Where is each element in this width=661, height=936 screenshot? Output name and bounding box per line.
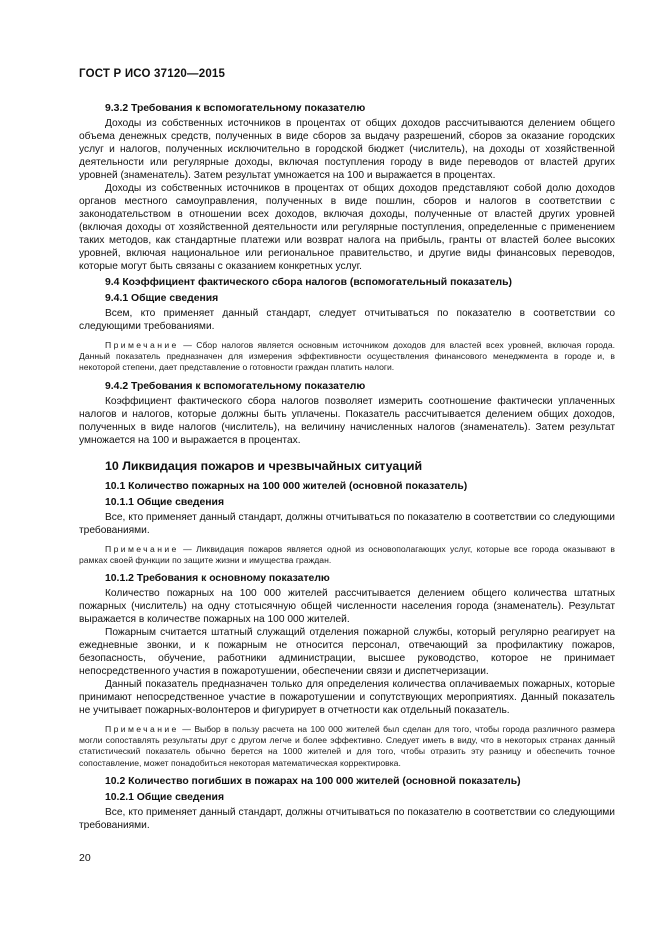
heading-9-4-1: 9.4.1 Общие сведения <box>105 293 219 304</box>
paragraph-10-1-2-a: Количество пожарных на 100 000 жителей рассчитывается делением общего количества штатных пожарных (числитель) на одну стотысячную общей численности населения города (знаменатель). Результат выражается в количестве пожарных на 100 000 жителей. <box>79 588 615 626</box>
paragraph-10-1-2-c: Данный показатель предназначен только для определения количества оплачиваемых пожарных, которые принимают непосредственное участие в пожаротушении и сопутствующих мероприятиях. Данный показатель не учитывает пожарных-волонтеров и фигурирует в отчетности как отдельный показатель. <box>79 679 615 717</box>
heading-10-1-2: 10.1.2 Требования к основному показателю <box>105 573 330 585</box>
note-text: — Ликвидация пожаров является одной из основополагающих услуг, которые все города оказывают в рамках своей функции по защите жизни и имущества граждан. <box>79 543 615 565</box>
note-10-1-2 <box>79 724 615 769</box>
note-label: Примечание <box>105 340 179 350</box>
heading-10: 10 Ликвидация пожаров и чрезвычайных ситуаций <box>105 458 423 473</box>
note-10-1-1 <box>79 544 615 566</box>
heading-10-1-1: 10.1.1 Общие сведения <box>105 496 225 508</box>
heading-9-3-2: 9.3.2 Требования к вспомогательному показателю <box>105 103 366 114</box>
paragraph-10-1-1: Все, кто применяет данный стандарт, должны отчитываться по показателю в соответствии со следующими требованиями. <box>79 511 615 536</box>
document-page <box>79 68 615 832</box>
paragraph-10-1-2-b: Пожарным считается штатный служащий отделения пожарной службы, который регулярно реагирует на ежедневные звонки, и к пожарным не относится персонал, отвечающий за профилактику пожаров, безопасность, обучение, работники администрации, высшее руководство, которое не принимает непосредственного участия в пожаротушении, обеспечении связи и диспетчеризации. <box>79 627 615 678</box>
page-number: 20 <box>79 852 91 864</box>
heading-10-1: 10.1 Количество пожарных на 100 000 жителей (основной показатель) <box>105 480 468 492</box>
note-9-4-1 <box>79 340 615 374</box>
heading-10-2: 10.2 Количество погибших в пожарах на 100 000 жителей (основной показатель) <box>105 775 521 787</box>
paragraph-9-3-2-b: Доходы из собственных источников в процентах от общих доходов представляют собой долю доходов органов местного самоуправления, полученных в виде пошлин, сборов и налогов в соответствии с законодательством в отношении всех доходов, включая доходы, полученные от властей других уровней (включая доходы от хозяйственной деятельности или регулярные поступления, определенные с применением таких методов, как стандартные платежи или возврат налога на прибыль, гранты от властей более высоких уровней, включая национальное или региональное правительство, и другие виды финансовых переводов, которые могут быть связаны с оказанием конкретных услуг. <box>79 183 615 272</box>
note-label: Примечание <box>105 724 179 735</box>
document-header: ГОСТ Р ИСО 37120—2015 <box>79 68 226 80</box>
heading-10-2-1: 10.2.1 Общие сведения <box>105 791 225 803</box>
paragraph-9-4-1: Всем, кто применяет данный стандарт, следует отчитываться по показателю в соответствии со следующими требованиями. <box>79 308 615 332</box>
note-label: Примечание <box>105 543 179 554</box>
note-text: — Сбор налогов является основным источником доходов для властей всех уровней, включая города. Данный показатель предназначен для измерения эффективности осуществления финансового менеджмента в городе и, в некоторой степени, дает представление о готовности граждан платить налоги. <box>79 340 615 373</box>
paragraph-9-3-2-a: Доходы из собственных источников в процентах от общих доходов рассчитываются делением общего объема денежных средств, полученных в виде сборов за выдачу разрешений, сборов за оказание городских услуг и налогов, полученных исключительно в городской бюджет (числитель), на доходы от хозяйственной деятельности или регулярные доходы, включая поступления городу в виде переводов от властей других уровней (знаменатель). Затем результат умножается на 100 и выражается в процентах. <box>79 118 615 181</box>
paragraph-9-4-2: Коэффициент фактического сбора налогов позволяет измерить соотношение фактически уплаченных налогов и налогов, которые должны быть уплачены. Показатель рассчитывается делением общих доходов, полученных в виде налогов (числитель), на величину начисленных налогов (знаменатель). Затем результат умножается на 100 и выражается в процентах. <box>79 395 615 446</box>
note-text: — Выбор в пользу расчета на 100 000 жителей был сделан для того, чтобы города различного размера могли сопоставлять результаты друг с другом легче и более эффективно. Следует иметь в виду, что в некоторых странах данный статистический показатель обычно берется на 1000 жителей и для того, чтобы отразить эту разницу и обеспечить точное сопоставление, может понадобиться некоторая математическая корректировка. <box>79 724 615 768</box>
heading-9-4-2: 9.4.2 Требования к вспомогательному показателю <box>105 380 366 392</box>
paragraph-10-2-1: Все, кто применяет данный стандарт, должны отчитываться по показателю в соответствии со следующими требованиями. <box>79 806 615 831</box>
heading-9-4: 9.4 Коэффициент фактического сбора налогов (вспомогательный показатель) <box>105 277 512 288</box>
